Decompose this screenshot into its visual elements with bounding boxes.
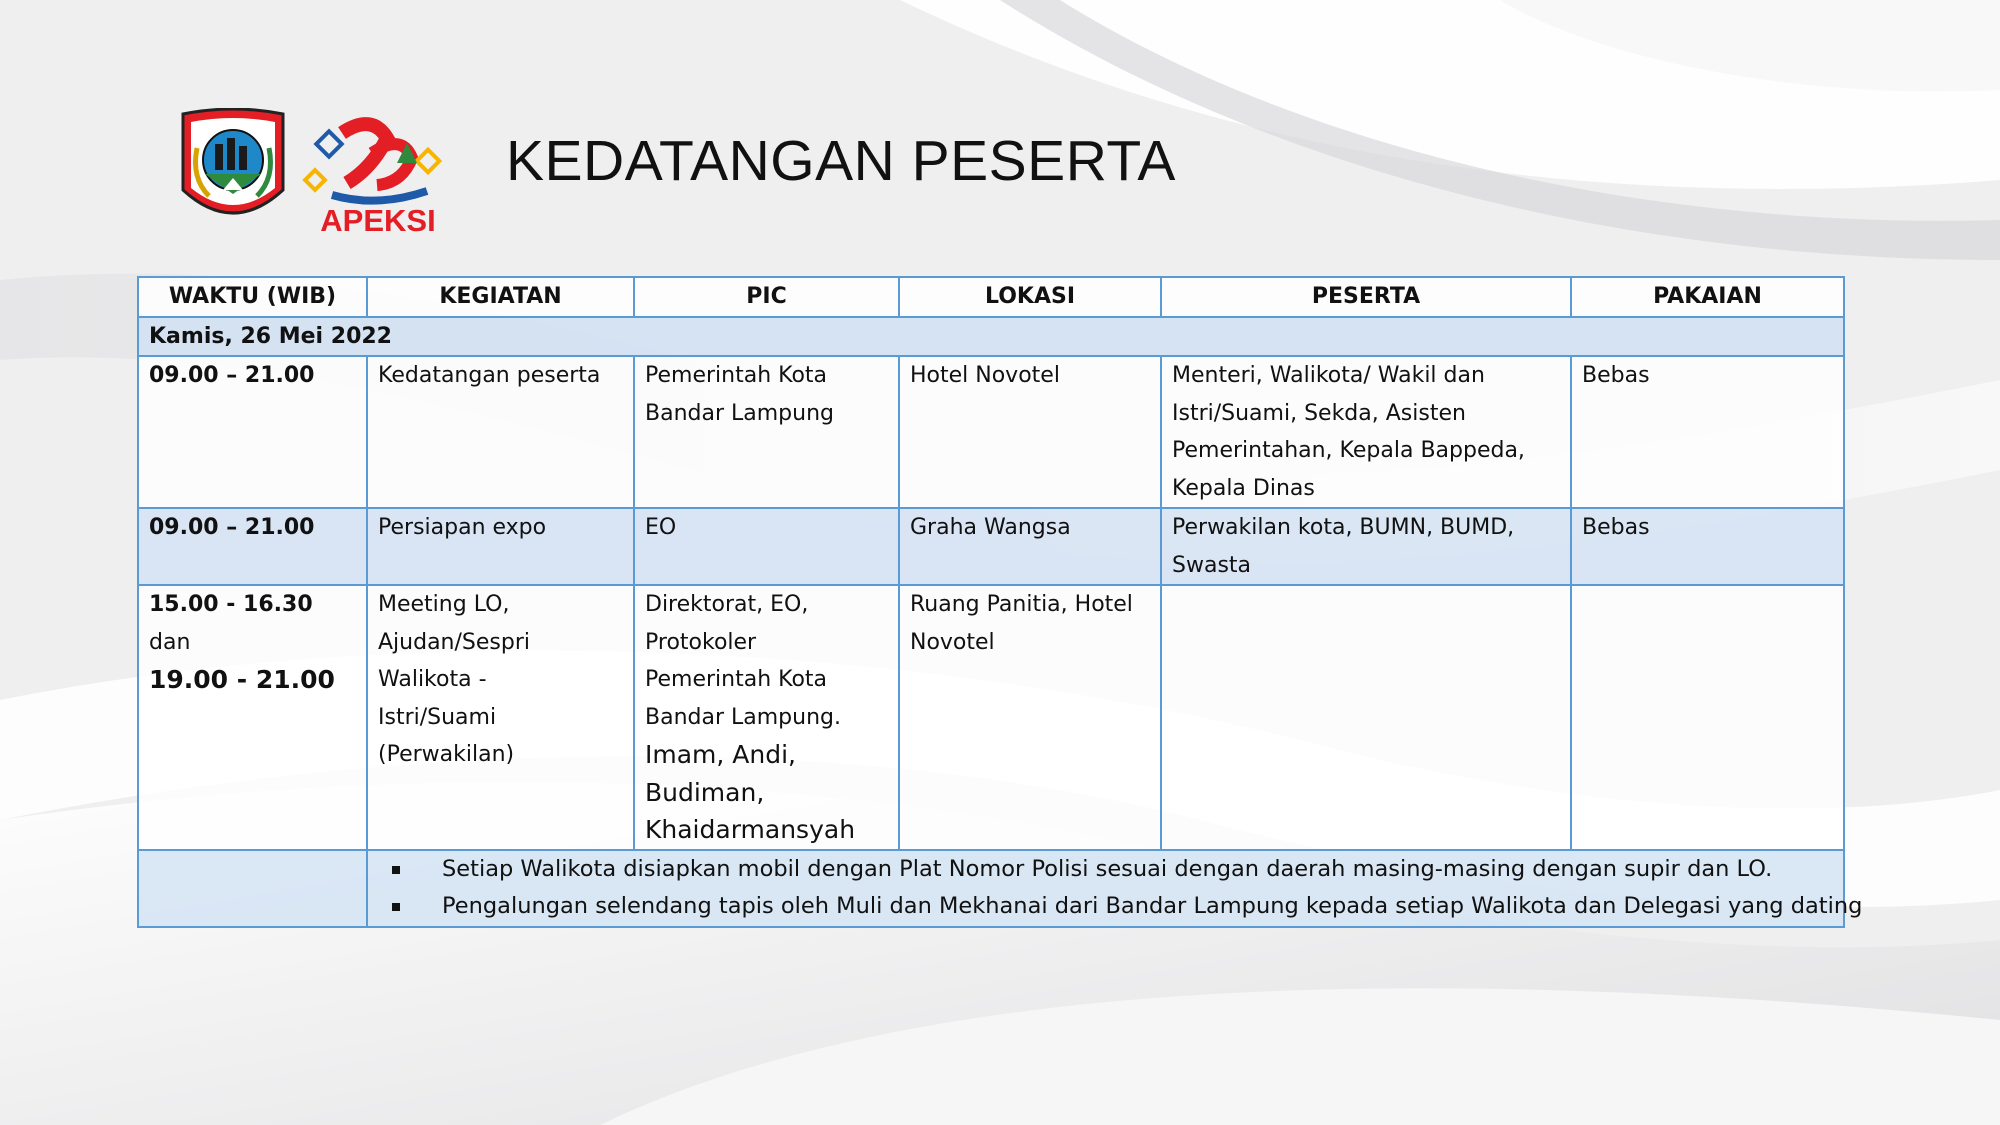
cell-attire: Bebas [1571, 356, 1844, 508]
cell-participants: Menteri, Walikota/ Wakil dan Istri/Suami, Sekda, Asisten Pemerintahan, Kepala Bappeda, Kepala Dinas [1161, 356, 1571, 508]
apeksi-anniversary-logo [302, 113, 452, 238]
svg-text:APEKSI: APEKSI [320, 203, 436, 238]
cell-time: 09.00 – 21.00 [138, 508, 367, 585]
table-header-row [138, 277, 1844, 317]
cell-location: Hotel Novotel [899, 356, 1161, 508]
table-row [138, 508, 1844, 585]
cell-location: Ruang Panitia, Hotel Novotel [899, 585, 1161, 850]
cell-activity: Kedatangan peserta [367, 356, 634, 508]
cell-attire [1571, 585, 1844, 850]
notes-empty-cell [138, 850, 367, 927]
table-row [138, 356, 1844, 508]
list-item: Pengalungan selendang tapis oleh Muli dan Mekhanai dari Bandar Lampung kepada setiap Walikota dan Delegasi yang dating [386, 888, 1833, 926]
city-emblem-logo [175, 108, 291, 230]
logo-group [175, 108, 455, 238]
column-header-waktu: WAKTU (WIB) [138, 277, 367, 317]
cell-activity: Persiapan expo [367, 508, 634, 585]
notes-row [138, 850, 1844, 927]
schedule-table [137, 276, 1863, 928]
bullet-square-icon [392, 903, 400, 911]
column-header-peserta: PESERTA [1161, 277, 1571, 317]
cell-time: 09.00 – 21.00 [138, 356, 367, 508]
column-header-kegiatan: KEGIATAN [367, 277, 634, 317]
column-header-lokasi: LOKASI [899, 277, 1161, 317]
cell-pic: Pemerintah Kota Bandar Lampung [634, 356, 899, 508]
cell-pic: Direktorat, EO, Protokoler Pemerintah Kota Bandar Lampung. Imam, Andi, Budiman, Khaidarmansyah [634, 585, 899, 850]
date-row [138, 317, 1844, 357]
cell-pic: EO [634, 508, 899, 585]
cell-participants [1161, 585, 1571, 850]
bullet-square-icon [392, 866, 400, 874]
table-row [138, 585, 1844, 850]
notes-cell [367, 850, 1863, 927]
cell-time: 15.00 - 16.30 dan 19.00 - 21.00 [138, 585, 367, 850]
cell-participants: Perwakilan kota, BUMN, BUMD, Swasta [1161, 508, 1571, 585]
cell-attire: Bebas [1571, 508, 1844, 585]
list-item: Setiap Walikota disiapkan mobil dengan Plat Nomor Polisi sesuai dengan daerah masing-masing dengan supir dan LO. [386, 851, 1833, 889]
page-title: KEDATANGAN PESERTA [506, 129, 1176, 193]
date-label: Kamis, 26 Mei 2022 [138, 317, 1844, 357]
notes-list [378, 851, 1863, 926]
cell-location: Graha Wangsa [899, 508, 1161, 585]
cell-activity: Meeting LO, Ajudan/Sespri Walikota - Istri/Suami (Perwakilan) [367, 585, 634, 850]
column-header-pic: PIC [634, 277, 899, 317]
column-header-pakaian: PAKAIAN [1571, 277, 1844, 317]
